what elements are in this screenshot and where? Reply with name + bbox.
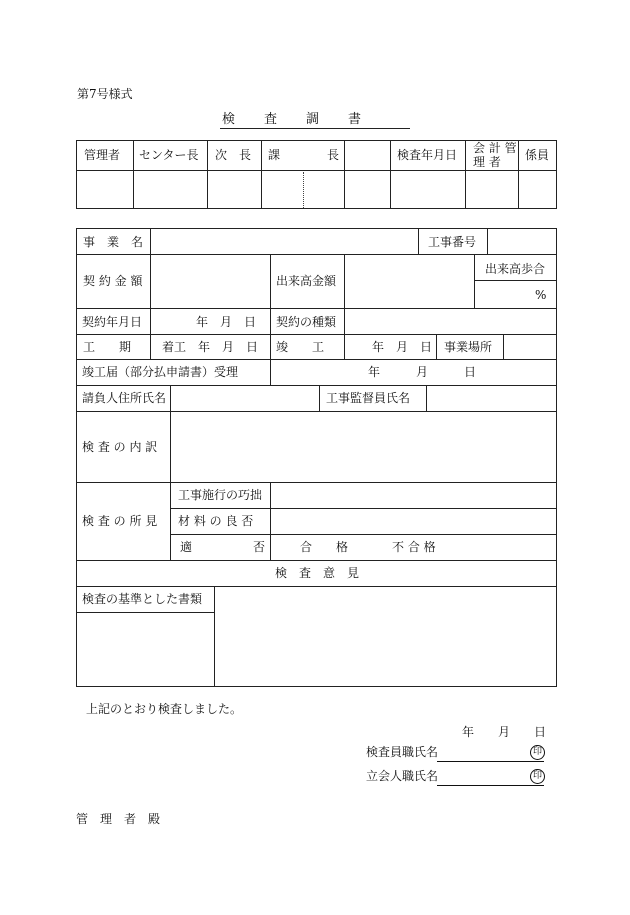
label-completion: 竣 工 (276, 340, 325, 354)
form-number: 第7号様式 (77, 87, 133, 101)
approval-accountant-line2: 理 者 (473, 155, 501, 169)
approval-accountant-line1: 会 計 管 (473, 141, 517, 155)
label-receipt: 竣工届（部分払申請書）受理 (82, 365, 239, 379)
percent-sign: % (535, 288, 547, 302)
label-progress-rate: 出来高歩合 (485, 262, 546, 276)
witness-seal: 印 (530, 769, 545, 784)
receipt-date-ymd: 年 月 日 (368, 365, 477, 379)
label-breakdown: 検 査 の 内 訳 (82, 440, 158, 454)
label-inspector: 検査員職氏名 (366, 745, 439, 759)
completion-date-ymd: 年 月 日 (372, 340, 433, 354)
label-workmanship: 工事施行の巧拙 (178, 488, 263, 502)
label-opinion: 検 査 意 見 (275, 566, 360, 580)
label-supervisor: 工事監督員氏名 (326, 391, 411, 405)
approval-staff: 係員 (525, 148, 550, 162)
label-basis-docs: 検査の基準とした書類 (82, 592, 203, 606)
approval-center-chief: センター長 (139, 148, 199, 162)
statement: 上記のとおり検査しました。 (86, 702, 243, 716)
signing-date: 年 月 日 (462, 725, 547, 739)
label-contract-date: 契約年月日 (82, 315, 143, 329)
option-pass: 合 格 (300, 540, 349, 554)
inspector-signature-line (437, 761, 544, 762)
page-title: 検 査 調 書 (222, 112, 363, 127)
label-contractor: 請負人住所氏名 (82, 391, 167, 405)
label-suitability-2: 否 (253, 540, 266, 554)
witness-signature-line (437, 785, 544, 786)
label-materials: 材 料 の 良 否 (178, 514, 254, 528)
option-fail: 不 合 格 (392, 540, 436, 554)
work-start-date: 着工 年 月 日 (162, 340, 259, 354)
approval-chief: 長 (327, 148, 340, 162)
label-project-name: 事 業 名 (83, 235, 144, 249)
approval-manager: 管理者 (84, 148, 121, 162)
approval-inspection-date: 検査年月日 (397, 148, 458, 162)
addressee: 管 理 者 殿 (76, 812, 161, 826)
contract-date-ymd: 年 月 日 (196, 315, 257, 329)
label-contract-amount: 契 約 金 額 (83, 274, 143, 288)
approval-deputy: 次 長 (215, 148, 252, 162)
label-completed-amount: 出来高金額 (276, 274, 337, 288)
label-contract-type: 契約の種類 (276, 315, 337, 329)
inspector-seal: 印 (530, 745, 545, 760)
approval-section: 課 (268, 148, 281, 162)
label-suitability: 適 (180, 540, 193, 554)
label-work-number: 工事番号 (428, 235, 477, 249)
label-work-site: 事業場所 (444, 340, 493, 354)
label-work-period: 工 期 (83, 340, 132, 354)
label-findings: 検 査 の 所 見 (82, 514, 158, 528)
label-witness: 立会人職氏名 (366, 769, 439, 783)
title-underline (220, 128, 410, 129)
